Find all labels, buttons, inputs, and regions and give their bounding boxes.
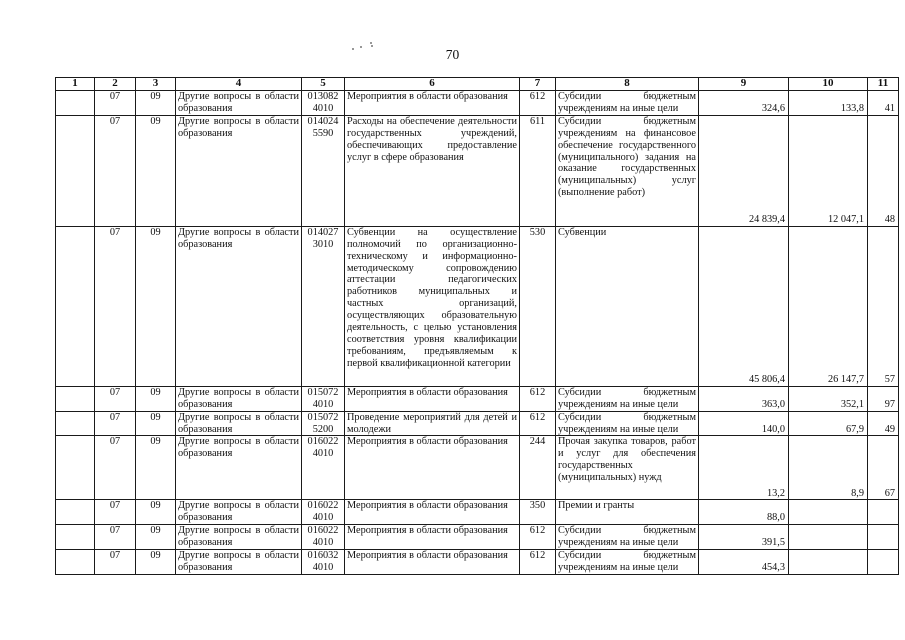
expense-type-name: Субсидии бюджетным учреждениям на иные цели xyxy=(556,550,699,575)
executed-amount: 67,9 xyxy=(789,411,868,436)
execution-percent: 48 xyxy=(868,115,899,226)
expense-type-code: 612 xyxy=(520,386,556,411)
target-article-code: 016032 4010 xyxy=(302,550,345,575)
planned-amount: 454,3 xyxy=(699,550,789,575)
subsection-code: 09 xyxy=(136,525,176,550)
table-row xyxy=(56,115,899,226)
section-code: 07 xyxy=(95,386,136,411)
table-row xyxy=(56,386,899,411)
section-code: 07 xyxy=(95,525,136,550)
executed-amount xyxy=(789,500,868,525)
col-1-cell xyxy=(56,115,95,226)
section-name: Другие вопросы в области образования xyxy=(176,500,302,525)
col-1-cell xyxy=(56,500,95,525)
section-code: 07 xyxy=(95,411,136,436)
expense-type-name: Премии и гранты xyxy=(556,500,699,525)
executed-amount xyxy=(789,525,868,550)
expense-type-name: Субсидии бюджетным учреждениям на иные цели xyxy=(556,386,699,411)
expense-type-code: 612 xyxy=(520,525,556,550)
subsection-code: 09 xyxy=(136,91,176,116)
section-name: Другие вопросы в области образования xyxy=(176,550,302,575)
expense-name: Расходы на обеспечение деятельности государственных учреждений, обеспечивающих предоставление услуг в сфере образования xyxy=(345,115,520,226)
section-name: Другие вопросы в области образования xyxy=(176,411,302,436)
planned-amount: 88,0 xyxy=(699,500,789,525)
column-header-6: 6 xyxy=(345,78,520,91)
column-header-5: 5 xyxy=(302,78,345,91)
subsection-code: 09 xyxy=(136,500,176,525)
table-row xyxy=(56,500,899,525)
expense-type-code: 611 xyxy=(520,115,556,226)
expense-type-code: 612 xyxy=(520,550,556,575)
expense-type-code: 350 xyxy=(520,500,556,525)
section-code: 07 xyxy=(95,500,136,525)
expense-name: Мероприятия в области образования xyxy=(345,500,520,525)
section-name: Другие вопросы в области образования xyxy=(176,436,302,500)
table-row xyxy=(56,525,899,550)
table-row xyxy=(56,91,899,116)
table-row xyxy=(56,550,899,575)
planned-amount: 13,2 xyxy=(699,436,789,500)
column-header-1: 1 xyxy=(56,78,95,91)
col-1-cell xyxy=(56,91,95,116)
planned-amount: 45 806,4 xyxy=(699,226,789,386)
section-name: Другие вопросы в области образования xyxy=(176,525,302,550)
execution-percent xyxy=(868,550,899,575)
table-body xyxy=(56,91,899,575)
column-header-9: 9 xyxy=(699,78,789,91)
execution-percent: 41 xyxy=(868,91,899,116)
target-article-code: 013082 4010 xyxy=(302,91,345,116)
section-code: 07 xyxy=(95,550,136,575)
planned-amount: 363,0 xyxy=(699,386,789,411)
expense-type-name: Субсидии бюджетным учреждениям на иные цели xyxy=(556,91,699,116)
target-article-code: 015072 5200 xyxy=(302,411,345,436)
section-code: 07 xyxy=(95,436,136,500)
target-article-code: 014024 5590 xyxy=(302,115,345,226)
expense-name: Мероприятия в области образования xyxy=(345,436,520,500)
execution-percent: 67 xyxy=(868,436,899,500)
execution-percent: 49 xyxy=(868,411,899,436)
execution-percent xyxy=(868,500,899,525)
column-header-2: 2 xyxy=(95,78,136,91)
executed-amount: 133,8 xyxy=(789,91,868,116)
execution-percent: 97 xyxy=(868,386,899,411)
expense-type-code: 530 xyxy=(520,226,556,386)
expense-name: Мероприятия в области образования xyxy=(345,386,520,411)
planned-amount: 140,0 xyxy=(699,411,789,436)
section-name: Другие вопросы в области образования xyxy=(176,386,302,411)
planned-amount: 391,5 xyxy=(699,525,789,550)
subsection-code: 09 xyxy=(136,386,176,411)
column-header-11: 11 xyxy=(868,78,899,91)
expense-name: Мероприятия в области образования xyxy=(345,550,520,575)
section-code: 07 xyxy=(95,226,136,386)
execution-percent xyxy=(868,525,899,550)
table-row xyxy=(56,436,899,500)
planned-amount: 324,6 xyxy=(699,91,789,116)
header-row xyxy=(56,78,899,91)
subsection-code: 09 xyxy=(136,436,176,500)
subsection-code: 09 xyxy=(136,550,176,575)
col-1-cell xyxy=(56,550,95,575)
col-1-cell xyxy=(56,436,95,500)
expense-name: Субвенции на осуществление полномочий по организационно-техническому и информационно-методическому сопровождению аттестации педагогических работников муниципальных и частных организаций, осуществляющих образовательную деятельность, с целью установления соответствия уровня квалификации требованиям, предъявляемым к первой квалификационной категории xyxy=(345,226,520,386)
target-article-code: 016022 4010 xyxy=(302,525,345,550)
section-name: Другие вопросы в области образования xyxy=(176,226,302,386)
column-header-8: 8 xyxy=(556,78,699,91)
planned-amount: 24 839,4 xyxy=(699,115,789,226)
col-1-cell xyxy=(56,386,95,411)
executed-amount: 26 147,7 xyxy=(789,226,868,386)
target-article-code: 015072 4010 xyxy=(302,386,345,411)
executed-amount: 12 047,1 xyxy=(789,115,868,226)
page-number: 70 xyxy=(445,47,460,62)
section-code: 07 xyxy=(95,115,136,226)
expense-type-code: 612 xyxy=(520,411,556,436)
col-1-cell xyxy=(56,226,95,386)
expense-type-name: Субвенции xyxy=(556,226,699,386)
subsection-code: 09 xyxy=(136,115,176,226)
column-header-10: 10 xyxy=(789,78,868,91)
column-header-7: 7 xyxy=(520,78,556,91)
subsection-code: 09 xyxy=(136,226,176,386)
budget-table xyxy=(55,77,899,575)
section-name: Другие вопросы в области образования xyxy=(176,115,302,226)
col-1-cell xyxy=(56,525,95,550)
executed-amount: 8,9 xyxy=(789,436,868,500)
target-article-code: 014027 3010 xyxy=(302,226,345,386)
col-1-cell xyxy=(56,411,95,436)
table-row xyxy=(56,226,899,386)
execution-percent: 57 xyxy=(868,226,899,386)
table-row xyxy=(56,411,899,436)
expense-name: Мероприятия в области образования xyxy=(345,525,520,550)
executed-amount: 352,1 xyxy=(789,386,868,411)
expense-type-name: Прочая закупка товаров, работ и услуг для обеспечения государственных (муниципальных) нужд xyxy=(556,436,699,500)
column-header-4: 4 xyxy=(176,78,302,91)
expense-name: Проведение мероприятий для детей и молодежи xyxy=(345,411,520,436)
section-code: 07 xyxy=(95,91,136,116)
target-article-code: 016022 4010 xyxy=(302,436,345,500)
expense-name: Мероприятия в области образования xyxy=(345,91,520,116)
expense-type-name: Субсидии бюджетным учреждениям на финансовое обеспечение государственного (муниципального) задания на оказание государственных (муниципальных) услуг (выполнение работ) xyxy=(556,115,699,226)
expense-type-name: Субсидии бюджетным учреждениям на иные цели xyxy=(556,525,699,550)
target-article-code: 016022 4010 xyxy=(302,500,345,525)
subsection-code: 09 xyxy=(136,411,176,436)
executed-amount xyxy=(789,550,868,575)
section-name: Другие вопросы в области образования xyxy=(176,91,302,116)
expense-type-name: Субсидии бюджетным учреждениям на иные цели xyxy=(556,411,699,436)
expense-type-code: 244 xyxy=(520,436,556,500)
table-header xyxy=(56,78,899,91)
expense-type-code: 612 xyxy=(520,91,556,116)
column-header-3: 3 xyxy=(136,78,176,91)
